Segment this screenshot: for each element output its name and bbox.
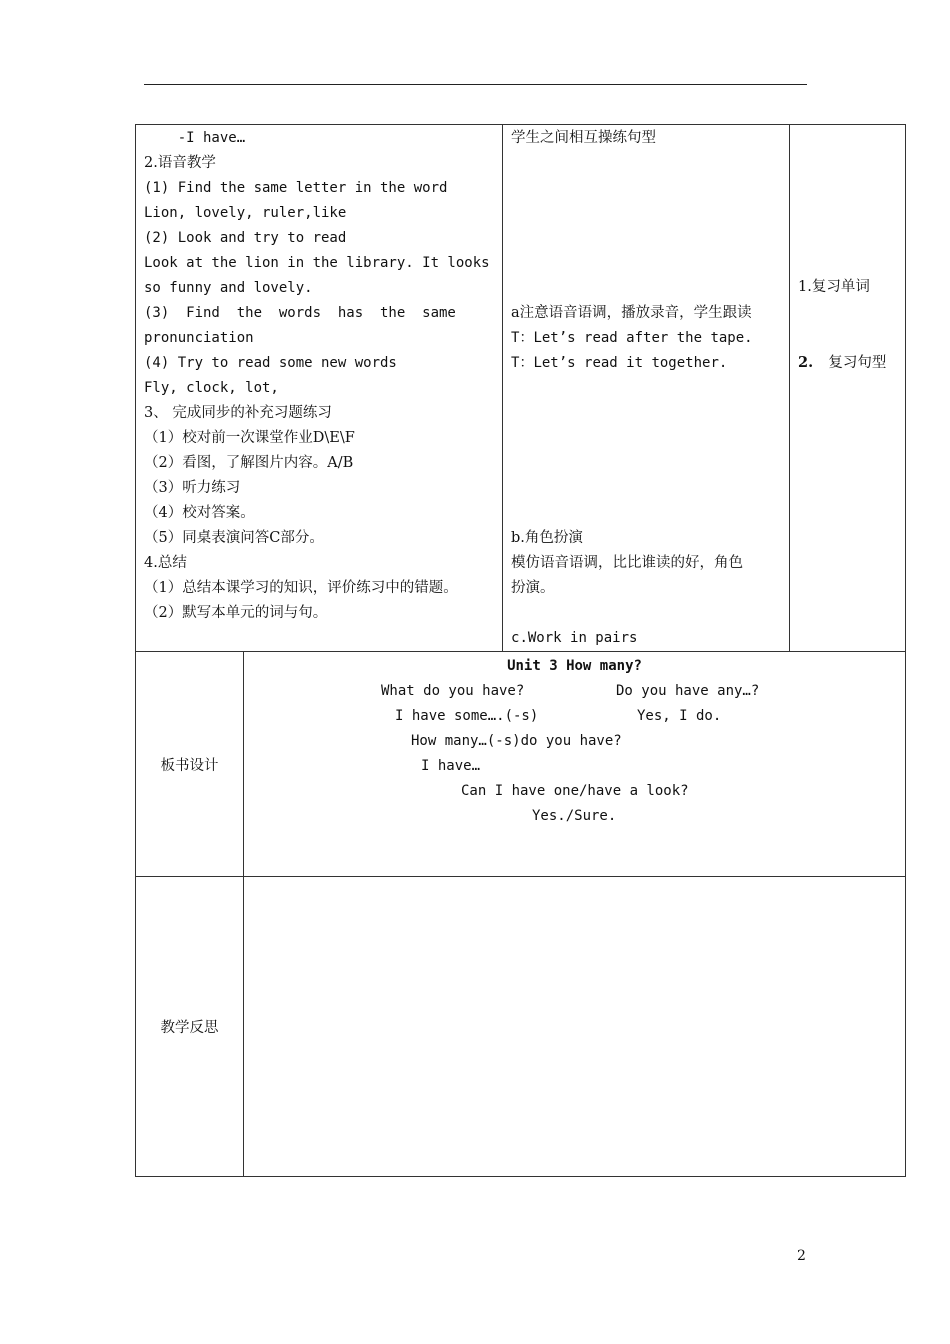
step-line: 4.总结: [144, 555, 187, 571]
activity-line: [511, 226, 789, 251]
step-line: （4）校对答案。: [144, 505, 255, 521]
step-line: -I have…: [144, 130, 246, 146]
reflection-content: [244, 877, 906, 1177]
step-line: Fly, clock, lot,: [144, 380, 279, 396]
board-line: [244, 679, 905, 704]
activity-line: 模仿语音语调，比比谁读的好，角色: [511, 555, 744, 571]
activity-line: 学生之间相互操练句型: [511, 130, 657, 146]
board-line: [244, 779, 905, 804]
activity-line: [511, 501, 789, 526]
board-question: Can I have one/have a look?: [461, 783, 689, 799]
board-question: What do you have?: [381, 683, 525, 699]
reflection-row: [136, 877, 906, 1177]
activity-line: b.角色扮演: [511, 530, 583, 546]
review-item-sentences: [798, 350, 905, 375]
step-line: （2）默写本单元的词与句。: [144, 605, 328, 621]
board-answer: Yes, I do.: [637, 708, 722, 724]
step-line: Lion, lovely, ruler,like: [144, 205, 347, 221]
step-line: (4) Try to read some new words: [144, 355, 397, 371]
step-line: （3）听力练习: [144, 480, 241, 496]
header-rule: [144, 84, 807, 85]
activity-line: [511, 151, 789, 176]
step-line: (1) Find the same letter in the word: [144, 180, 448, 196]
activity-line: [511, 201, 789, 226]
board-line: [244, 729, 905, 754]
activity-line: T：Let’s read it together.: [511, 355, 728, 371]
step-line: （2）看图，了解图片内容。A/B: [144, 455, 354, 471]
board-answer: Yes./Sure.: [532, 808, 617, 824]
step-line: pronunciation: [144, 330, 254, 346]
teaching-steps-cell: [136, 125, 503, 652]
page-number: 2: [797, 1248, 806, 1264]
board-title: Unit 3 How many?: [507, 658, 642, 674]
activity-line: [511, 601, 789, 626]
activity-line: 扮演。: [511, 580, 555, 596]
activity-line: [511, 251, 789, 276]
board-answer: I have some….(-s): [395, 708, 539, 724]
step-line: (2) Look and try to read: [144, 230, 347, 246]
activity-line: [511, 376, 789, 401]
activity-line: a注意语音语调，播放录音，学生跟读: [511, 305, 752, 321]
step-line: Look at the lion in the library. It looks: [144, 255, 490, 271]
step-line: so funny and lovely.: [144, 280, 313, 296]
review-item-words: 1.复习单词: [798, 279, 870, 295]
board-line: [244, 754, 905, 779]
step-line: 3、 完成同步的补充习题练习: [144, 405, 332, 421]
activity-line: [511, 426, 789, 451]
board-question: Do you have any…?: [616, 683, 760, 699]
activity-line: [511, 401, 789, 426]
activity-line: [511, 451, 789, 476]
board-design-label: 板书设计: [136, 652, 244, 877]
activity-line: T：Let’s read after the tape.: [511, 330, 753, 346]
student-activity-cell: [503, 125, 790, 652]
board-question: How many…(-s)do you have?: [411, 733, 622, 749]
reflection-label: 教学反思: [136, 877, 244, 1177]
activity-line: [511, 176, 789, 201]
activity-line: [511, 276, 789, 301]
activity-line: c.Work in pairs: [511, 630, 638, 646]
activity-row: [136, 125, 906, 652]
lesson-plan-table: [135, 124, 906, 1177]
step-line: （1）总结本课学习的知识，评价练习中的错题。: [144, 580, 458, 596]
step-line: （1）校对前一次课堂作业D\E\F: [144, 430, 355, 446]
activity-line: [511, 476, 789, 501]
review-item-text: 复习句型: [828, 355, 887, 371]
step-line: 2.语音教学: [144, 155, 216, 171]
board-design-content: [244, 652, 906, 877]
board-line: [244, 804, 905, 829]
review-notes-cell: [790, 125, 906, 652]
board-line: [244, 704, 905, 729]
review-item-number: 2.: [798, 354, 814, 371]
board-design-row: [136, 652, 906, 877]
step-line: （5）同桌表演问答C部分。: [144, 530, 324, 546]
step-line: (3) Find the words has the same: [144, 305, 456, 321]
board-answer: I have…: [421, 758, 481, 774]
